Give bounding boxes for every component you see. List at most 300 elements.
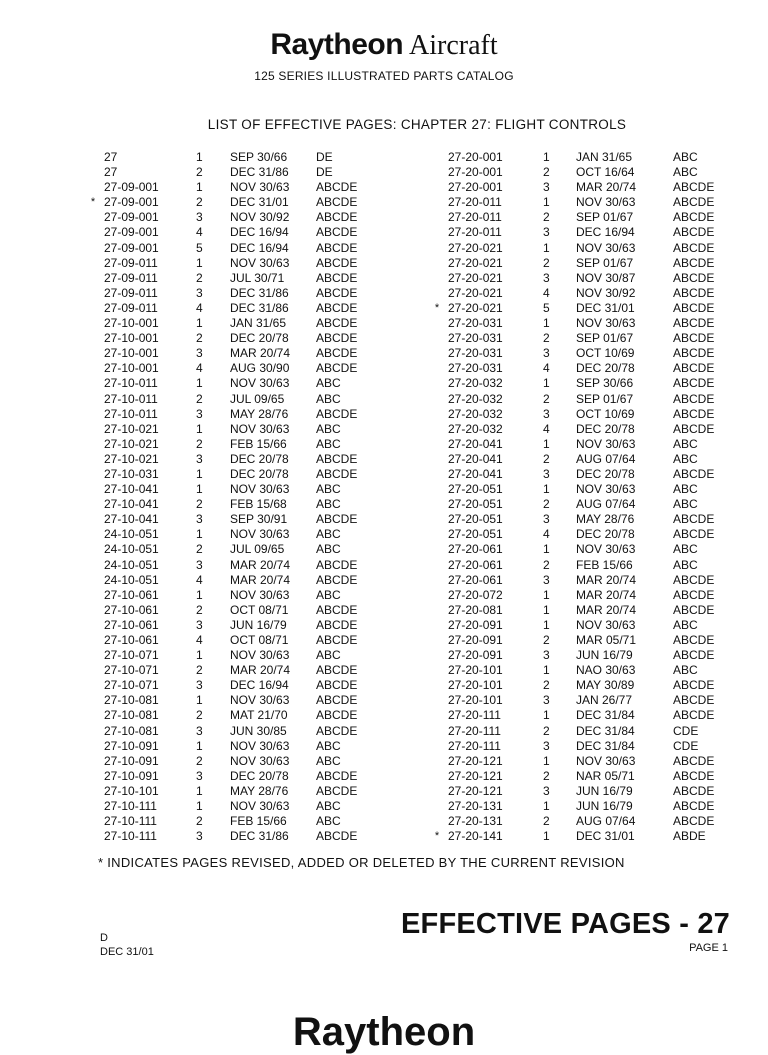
table-row	[86, 618, 406, 633]
page-id: 27-10-001	[104, 316, 159, 331]
page-number-cell: 1	[543, 663, 550, 678]
code-cell: ABCDE	[673, 512, 715, 527]
page-number-cell: 1	[543, 542, 550, 557]
page-id: 27-10-081	[104, 708, 159, 723]
date-cell: NOV 30/63	[576, 240, 636, 255]
date-cell: OCT 08/71	[230, 602, 289, 617]
date-cell: DEC 31/84	[576, 708, 635, 723]
page-id: 27-20-032	[448, 391, 503, 406]
date-cell: JUN 16/79	[576, 783, 633, 798]
date-cell: DEC 31/86	[230, 300, 289, 315]
catalog-title: 125 SERIES ILLUSTRATED PARTS CATALOG	[254, 69, 514, 83]
date-cell: DEC 16/94	[230, 240, 289, 255]
page-number-cell: 1	[196, 648, 203, 663]
table-row	[430, 361, 750, 376]
code-cell: ABC	[673, 482, 698, 497]
left-column	[86, 150, 406, 844]
code-cell: ABCDE	[673, 572, 715, 587]
code-cell: ABCDE	[673, 466, 715, 481]
table-row	[86, 316, 406, 331]
page-number-cell: 5	[543, 300, 550, 315]
page-number-cell: 2	[543, 165, 550, 180]
page-id: 27-20-141	[448, 829, 503, 844]
page-id: 27-20-061	[448, 542, 503, 557]
date-cell: NOV 30/92	[230, 210, 290, 225]
date-cell: OCT 10/69	[576, 406, 635, 421]
code-cell: ABCDE	[316, 195, 358, 210]
date-cell: NOV 30/63	[230, 421, 290, 436]
page-id: 27-09-001	[104, 180, 159, 195]
code-cell: DE	[316, 150, 333, 164]
table-row	[86, 678, 406, 693]
date-cell: DEC 31/84	[576, 723, 635, 738]
page-id: 24-10-051	[104, 542, 159, 557]
page-id: 27-20-031	[448, 316, 503, 331]
code-cell: CDE	[673, 738, 699, 753]
date-cell: FEB 15/66	[230, 436, 287, 451]
date-cell: OCT 16/64	[576, 165, 635, 180]
page-id: 27-10-041	[104, 512, 159, 527]
table-row	[86, 633, 406, 648]
page-number-cell: 3	[543, 648, 550, 663]
code-cell: ABC	[316, 814, 341, 829]
page-id: 27-20-051	[448, 512, 503, 527]
table-row	[430, 286, 750, 301]
date-cell: DEC 16/94	[230, 678, 289, 693]
date-cell: DEC 20/78	[230, 331, 289, 346]
page-number-cell: 1	[196, 150, 203, 164]
page-id: 27-10-081	[104, 693, 159, 708]
date-cell: AUG 07/64	[576, 451, 636, 466]
date-cell: MAY 28/76	[576, 512, 635, 527]
code-cell: DE	[316, 165, 333, 180]
page-number-cell: 1	[543, 376, 550, 391]
date-cell: DEC 31/86	[230, 829, 289, 844]
table-row	[430, 542, 750, 557]
table-row	[86, 256, 406, 271]
page-number-cell: 3	[196, 768, 203, 783]
table-row	[430, 392, 750, 407]
page-number-cell: 2	[543, 678, 550, 693]
date-cell: SEP 01/67	[576, 331, 634, 346]
table-row	[430, 165, 750, 180]
date-cell: JUN 30/85	[230, 723, 287, 738]
table-row	[430, 603, 750, 618]
page-id: 27-20-031	[448, 331, 503, 346]
code-cell: ABC	[316, 542, 341, 557]
page-id: 27-20-051	[448, 482, 503, 497]
page-id: 27-10-061	[104, 633, 159, 647]
code-cell: ABCDE	[316, 451, 358, 466]
date-cell: AUG 30/90	[230, 361, 290, 376]
page-id: 27-20-061	[448, 557, 503, 572]
date-cell: NOV 30/63	[230, 693, 290, 708]
page-number-cell: 3	[543, 180, 550, 195]
page-number-cell: 2	[196, 331, 203, 346]
table-row	[86, 165, 406, 180]
page-number-cell: 3	[196, 512, 203, 527]
page-id: 27-10-041	[104, 497, 159, 512]
page-id: 27-10-111	[104, 829, 157, 844]
table-row	[430, 482, 750, 497]
page-number-cell: 1	[196, 180, 203, 195]
table-row	[430, 241, 750, 256]
page-id: 27-10-081	[104, 723, 159, 738]
page-number-cell: 3	[543, 270, 550, 285]
table-row	[430, 407, 750, 422]
code-cell: ABC	[316, 436, 341, 451]
page-number-cell: 2	[543, 451, 550, 466]
date-cell: MAR 20/74	[230, 557, 291, 572]
code-cell: ABCDE	[316, 225, 358, 240]
table-row	[86, 210, 406, 225]
page-id: 27-20-121	[448, 753, 503, 768]
page-number-cell: 2	[543, 255, 550, 270]
table-row	[86, 829, 406, 844]
page-id: 27-20-121	[448, 768, 503, 783]
table-row	[86, 814, 406, 829]
table-row	[430, 573, 750, 588]
table-row	[430, 829, 750, 844]
page-id: 27-10-011	[104, 391, 158, 406]
page-id: 27-10-001	[104, 361, 159, 376]
code-cell: ABCDE	[673, 376, 715, 391]
table-row	[86, 241, 406, 256]
code-cell: ABC	[673, 436, 698, 451]
page-id: 27-10-091	[104, 738, 159, 753]
table-row	[86, 467, 406, 482]
page-id: 27-20-001	[448, 180, 503, 195]
table-row	[430, 739, 750, 754]
code-cell: ABCDE	[673, 421, 715, 436]
table-row	[430, 150, 750, 165]
page-number-cell: 1	[196, 482, 203, 497]
page-number-cell: 4	[543, 361, 550, 376]
table-row	[430, 316, 750, 331]
page-number-cell: 2	[543, 391, 550, 406]
code-cell: ABCDE	[316, 678, 358, 693]
page-number-cell: 3	[196, 406, 203, 421]
code-cell: ABCDE	[316, 406, 358, 421]
date-cell: DEC 31/86	[230, 285, 289, 300]
page-id: 27-10-001	[104, 346, 159, 361]
page-id: 27-10-091	[104, 753, 159, 768]
code-cell: ABCDE	[316, 316, 358, 331]
page-id: 27-20-021	[448, 240, 503, 255]
page-number-cell: 1	[543, 753, 550, 768]
date-cell: NOV 30/63	[576, 617, 636, 632]
page-id: 27-10-061	[104, 587, 159, 602]
code-cell: ABCDE	[316, 708, 358, 723]
date-cell: OCT 10/69	[576, 346, 635, 361]
table-row	[430, 588, 750, 603]
table-row	[86, 301, 406, 316]
table-row	[430, 346, 750, 361]
date-cell: DEC 31/01	[230, 195, 289, 210]
code-cell: ABCDE	[673, 391, 715, 406]
date-cell: DEC 20/78	[576, 361, 635, 376]
date-cell: SEP 30/91	[230, 512, 288, 527]
page-number-cell: 1	[196, 376, 203, 391]
page-id: 27-20-091	[448, 633, 503, 647]
page-number-cell: 3	[196, 210, 203, 225]
table-row	[430, 693, 750, 708]
page-number-cell: 3	[543, 693, 550, 708]
table-row	[86, 739, 406, 754]
page-id: 27-10-071	[104, 648, 159, 663]
code-cell: ABCDE	[316, 663, 358, 678]
code-cell: ABDE	[673, 829, 706, 844]
page-id: 27-20-021	[448, 300, 503, 315]
effective-pages-title: EFFECTIVE PAGES - 27	[401, 908, 730, 940]
table-row	[86, 225, 406, 240]
table-row	[430, 618, 750, 633]
page-number-cell: 2	[543, 210, 550, 225]
table-row	[86, 407, 406, 422]
page-id: 27-09-011	[104, 255, 158, 270]
code-cell: ABCDE	[316, 512, 358, 527]
page-number-cell: 4	[196, 633, 203, 647]
page-id: 27-20-081	[448, 602, 503, 617]
page-id: 27-20-091	[448, 648, 503, 663]
page-id: 27-20-011	[448, 225, 502, 240]
page-number-cell: 4	[543, 285, 550, 300]
code-cell: ABCDE	[673, 195, 715, 210]
date-cell: NOV 30/92	[576, 285, 636, 300]
page-id: 27-09-001	[104, 195, 159, 210]
page-id: 27-20-021	[448, 270, 503, 285]
page-id: 27-20-001	[448, 150, 503, 164]
page-id: 27-20-101	[448, 678, 503, 693]
date-cell: NOV 30/63	[230, 738, 290, 753]
date-cell: SEP 01/67	[576, 210, 634, 225]
table-row	[430, 180, 750, 195]
table-row	[86, 799, 406, 814]
page-number-cell: 1	[543, 316, 550, 331]
page-number: PAGE 1	[689, 942, 728, 954]
table-row	[430, 467, 750, 482]
next-page-logo-text: Raytheon	[292, 1010, 476, 1054]
date-cell: NOV 30/63	[576, 753, 636, 768]
code-cell: ABCDE	[673, 678, 715, 693]
code-cell: ABCDE	[316, 270, 358, 285]
right-column	[430, 150, 750, 844]
page-id: 27-10-071	[104, 678, 159, 693]
page-number-cell: 3	[196, 346, 203, 361]
table-row	[86, 361, 406, 376]
page-number-cell: 1	[196, 738, 203, 753]
page-number-cell: 4	[196, 300, 203, 315]
table-row	[86, 558, 406, 573]
code-cell: ABC	[316, 497, 341, 512]
revision-block	[100, 931, 154, 959]
page-number-cell: 5	[196, 240, 203, 255]
code-cell: ABCDE	[673, 648, 715, 663]
code-cell: ABCDE	[316, 783, 358, 798]
code-cell: ABCDE	[316, 180, 358, 195]
table-row	[86, 512, 406, 527]
page-id: 27-20-041	[448, 436, 503, 451]
code-cell: ABC	[316, 391, 341, 406]
date-cell: DEC 16/94	[230, 225, 289, 240]
date-cell: NOV 30/63	[230, 180, 290, 195]
page-id: 27-09-001	[104, 225, 159, 240]
code-cell: ABCDE	[673, 799, 715, 814]
page-id: 27-20-032	[448, 406, 503, 421]
date-cell: MAR 20/74	[576, 587, 637, 602]
table-row	[430, 210, 750, 225]
table-row	[86, 376, 406, 391]
code-cell: ABC	[673, 557, 698, 572]
date-cell: DEC 20/78	[230, 451, 289, 466]
date-cell: JUL 09/65	[230, 542, 285, 557]
date-cell: SEP 01/67	[576, 255, 634, 270]
table-row	[430, 271, 750, 286]
list-title: LIST OF EFFECTIVE PAGES: CHAPTER 27: FLIGHT CONTROLS	[207, 117, 627, 132]
page-id: 27-10-071	[104, 663, 159, 678]
page-number-cell: 2	[196, 391, 203, 406]
date-cell: NOV 30/63	[230, 376, 290, 391]
page-id: 27-09-011	[104, 285, 158, 300]
revision-letter: D	[100, 932, 108, 944]
page-number-cell: 2	[543, 497, 550, 512]
date-cell: JUN 16/79	[576, 799, 633, 814]
code-cell: ABCDE	[316, 693, 358, 708]
brand-subname: Aircraft	[409, 30, 498, 61]
code-cell: ABC	[316, 738, 341, 753]
page-id: 27-20-021	[448, 255, 503, 270]
page-number-cell: 2	[543, 633, 550, 647]
table-row	[86, 708, 406, 723]
table-row	[430, 497, 750, 512]
revision-marker: *	[90, 196, 96, 209]
page-id: 24-10-051	[104, 572, 159, 587]
page-id: 27-20-101	[448, 663, 503, 678]
date-cell: FEB 15/66	[576, 557, 633, 572]
date-cell: SEP 01/67	[576, 391, 634, 406]
page-id: 27-20-131	[448, 814, 503, 829]
page-number-cell: 3	[196, 723, 203, 738]
table-row	[430, 799, 750, 814]
page-number-cell: 1	[543, 617, 550, 632]
table-row	[430, 452, 750, 467]
code-cell: ABCDE	[673, 633, 715, 647]
revision-marker: *	[434, 301, 440, 314]
date-cell: JAN 31/65	[230, 316, 287, 331]
page-number-cell: 3	[196, 829, 203, 844]
date-cell: NOV 30/63	[230, 527, 290, 542]
code-cell: ABCDE	[316, 210, 358, 225]
code-cell: ABCDE	[673, 270, 715, 285]
code-cell: ABC	[673, 497, 698, 512]
table-row	[86, 663, 406, 678]
code-cell: ABCDE	[316, 240, 358, 255]
code-cell: ABC	[673, 165, 698, 180]
table-row	[430, 225, 750, 240]
table-row	[86, 422, 406, 437]
page-number-cell: 1	[543, 482, 550, 497]
code-cell: ABCDE	[316, 466, 358, 481]
page-number-cell: 1	[543, 240, 550, 255]
table-row	[430, 724, 750, 739]
table-row	[86, 784, 406, 799]
date-cell: MAT 21/70	[230, 708, 288, 723]
page-id: 27-10-001	[104, 331, 159, 346]
date-cell: JUL 09/65	[230, 391, 285, 406]
table-row	[86, 497, 406, 512]
page-id: 27-20-111	[448, 738, 501, 753]
code-cell: ABC	[673, 617, 698, 632]
page-id: 27-10-011	[104, 406, 158, 421]
date-cell: JUN 16/79	[230, 617, 287, 632]
table-row	[430, 331, 750, 346]
page-number-cell: 2	[196, 270, 203, 285]
code-cell: ABCDE	[673, 316, 715, 331]
page-number-cell: 1	[196, 783, 203, 798]
date-cell: OCT 08/71	[230, 633, 289, 647]
date-cell: DEC 16/94	[576, 225, 635, 240]
table-row	[86, 150, 406, 165]
table-row	[86, 693, 406, 708]
page-id: 27-10-021	[104, 451, 159, 466]
code-cell: ABC	[316, 482, 341, 497]
table-row	[430, 648, 750, 663]
code-cell: ABCDE	[673, 255, 715, 270]
page-id: 27	[104, 165, 118, 180]
table-row	[86, 527, 406, 542]
page-id: 27-20-011	[448, 195, 502, 210]
page-id: 27-20-051	[448, 497, 503, 512]
code-cell: ABCDE	[673, 180, 715, 195]
date-cell: DEC 31/01	[576, 829, 635, 844]
page-number-cell: 2	[543, 557, 550, 572]
table-row	[430, 708, 750, 723]
table-row	[430, 376, 750, 391]
table-row	[86, 769, 406, 784]
date-cell: NAR 05/71	[576, 768, 635, 783]
date-cell: SEP 30/66	[230, 150, 288, 164]
table-row	[430, 784, 750, 799]
page-number-cell: 1	[543, 708, 550, 723]
page-number-cell: 3	[543, 512, 550, 527]
page-number-cell: 1	[543, 587, 550, 602]
table-row	[430, 195, 750, 210]
page-id: 27-20-032	[448, 421, 503, 436]
page-id: 27-20-041	[448, 451, 503, 466]
date-cell: DEC 20/78	[230, 466, 289, 481]
page-number-cell: 1	[543, 150, 550, 164]
footnote: * INDICATES PAGES REVISED, ADDED OR DELETED BY THE CURRENT REVISION	[98, 855, 625, 870]
date-cell: NOV 30/63	[576, 316, 636, 331]
code-cell: ABC	[673, 451, 698, 466]
table-row	[86, 392, 406, 407]
page-id: 27-09-011	[104, 300, 158, 315]
page-number-cell: 3	[543, 572, 550, 587]
page-id: 27-20-101	[448, 693, 503, 708]
code-cell: ABCDE	[316, 768, 358, 783]
page-number-cell: 2	[196, 814, 203, 829]
page-id: 27-20-032	[448, 376, 503, 391]
page-id: 27-20-011	[448, 210, 502, 225]
date-cell: DEC 20/78	[576, 421, 635, 436]
table-row	[430, 422, 750, 437]
page-id: 27-10-021	[104, 436, 159, 451]
page-number-cell: 2	[196, 602, 203, 617]
code-cell: ABC	[316, 648, 341, 663]
page-number-cell: 2	[196, 542, 203, 557]
code-cell: ABCDE	[673, 587, 715, 602]
code-cell: ABCDE	[673, 285, 715, 300]
